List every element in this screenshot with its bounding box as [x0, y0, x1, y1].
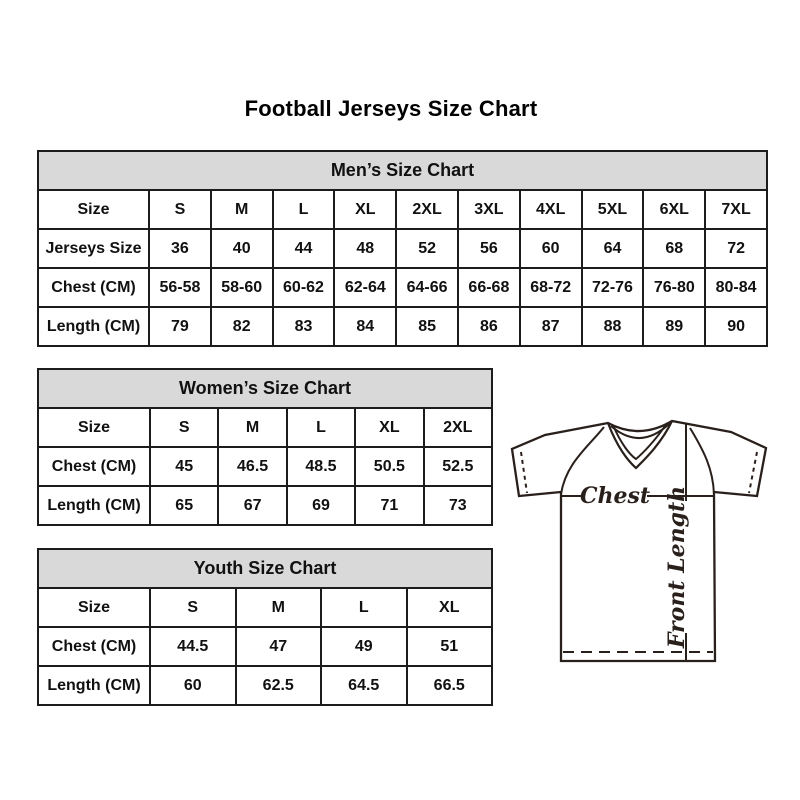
- men-value-cell: 87: [520, 307, 582, 346]
- jersey-measurement-diagram: [500, 405, 780, 675]
- men-value-cell: 76-80: [643, 268, 705, 307]
- women-row-label: Chest (CM): [38, 447, 150, 486]
- men-table-header: Men’s Size Chart: [38, 151, 767, 190]
- women-row-label: Length (CM): [38, 486, 150, 525]
- women-value-cell: L: [287, 408, 355, 447]
- men-value-cell: 5XL: [582, 190, 644, 229]
- front-length-label: Front Length: [664, 485, 690, 649]
- youth-value-cell: L: [321, 588, 407, 627]
- men-value-cell: S: [149, 190, 211, 229]
- men-value-cell: 60-62: [273, 268, 335, 307]
- youth-value-cell: 49: [321, 627, 407, 666]
- men-row-label: Length (CM): [38, 307, 149, 346]
- left-cuff-dashed-line: [521, 452, 527, 493]
- youth-value-cell: S: [150, 588, 236, 627]
- mens-size-table: [37, 150, 768, 347]
- men-value-cell: 88: [582, 307, 644, 346]
- youth-size-table: [37, 548, 493, 706]
- men-value-cell: 84: [334, 307, 396, 346]
- women-value-cell: 69: [287, 486, 355, 525]
- men-value-cell: 66-68: [458, 268, 520, 307]
- men-value-cell: 72: [705, 229, 767, 268]
- youth-value-cell: 66.5: [407, 666, 493, 705]
- right-sleeve-seam: [690, 428, 714, 494]
- women-value-cell: 48.5: [287, 447, 355, 486]
- men-value-cell: 40: [211, 229, 273, 268]
- men-value-cell: M: [211, 190, 273, 229]
- youth-row-label: Chest (CM): [38, 627, 150, 666]
- women-value-cell: 50.5: [355, 447, 423, 486]
- men-value-cell: 4XL: [520, 190, 582, 229]
- men-value-cell: 6XL: [643, 190, 705, 229]
- chest-label: Chest: [579, 483, 651, 509]
- men-row-label: Size: [38, 190, 149, 229]
- youth-value-cell: M: [236, 588, 322, 627]
- men-value-cell: XL: [334, 190, 396, 229]
- youth-value-cell: 64.5: [321, 666, 407, 705]
- women-value-cell: 67: [218, 486, 286, 525]
- men-value-cell: 80-84: [705, 268, 767, 307]
- men-value-cell: 36: [149, 229, 211, 268]
- men-row-label: Jerseys Size: [38, 229, 149, 268]
- men-value-cell: 56-58: [149, 268, 211, 307]
- womens-size-table: [37, 368, 493, 526]
- men-value-cell: 68-72: [520, 268, 582, 307]
- men-value-cell: 79: [149, 307, 211, 346]
- men-value-cell: 68: [643, 229, 705, 268]
- men-value-cell: 44: [273, 229, 335, 268]
- women-value-cell: 52.5: [424, 447, 492, 486]
- women-value-cell: 65: [150, 486, 218, 525]
- women-value-cell: 46.5: [218, 447, 286, 486]
- men-value-cell: 2XL: [396, 190, 458, 229]
- women-value-cell: M: [218, 408, 286, 447]
- youth-value-cell: XL: [407, 588, 493, 627]
- youth-row-label: Size: [38, 588, 150, 627]
- men-value-cell: 52: [396, 229, 458, 268]
- men-value-cell: 3XL: [458, 190, 520, 229]
- men-value-cell: 90: [705, 307, 767, 346]
- women-row-label: Size: [38, 408, 150, 447]
- women-value-cell: XL: [355, 408, 423, 447]
- men-value-cell: 62-64: [334, 268, 396, 307]
- men-value-cell: L: [273, 190, 335, 229]
- right-cuff-dashed-line: [749, 452, 757, 493]
- women-value-cell: 2XL: [424, 408, 492, 447]
- men-value-cell: 48: [334, 229, 396, 268]
- men-value-cell: 85: [396, 307, 458, 346]
- youth-row-label: Length (CM): [38, 666, 150, 705]
- men-value-cell: 82: [211, 307, 273, 346]
- men-value-cell: 60: [520, 229, 582, 268]
- men-value-cell: 58-60: [211, 268, 273, 307]
- men-value-cell: 86: [458, 307, 520, 346]
- youth-table-header: Youth Size Chart: [38, 549, 492, 588]
- men-value-cell: 7XL: [705, 190, 767, 229]
- men-row-label: Chest (CM): [38, 268, 149, 307]
- women-table-header: Women’s Size Chart: [38, 369, 492, 408]
- women-value-cell: 71: [355, 486, 423, 525]
- men-value-cell: 56: [458, 229, 520, 268]
- men-value-cell: 64-66: [396, 268, 458, 307]
- women-value-cell: 45: [150, 447, 218, 486]
- youth-value-cell: 60: [150, 666, 236, 705]
- men-value-cell: 64: [582, 229, 644, 268]
- page-title: Football Jerseys Size Chart: [244, 96, 538, 121]
- women-value-cell: 73: [424, 486, 492, 525]
- youth-value-cell: 51: [407, 627, 493, 666]
- women-value-cell: S: [150, 408, 218, 447]
- men-value-cell: 72-76: [582, 268, 644, 307]
- youth-value-cell: 62.5: [236, 666, 322, 705]
- youth-value-cell: 44.5: [150, 627, 236, 666]
- men-value-cell: 89: [643, 307, 705, 346]
- youth-value-cell: 47: [236, 627, 322, 666]
- men-value-cell: 83: [273, 307, 335, 346]
